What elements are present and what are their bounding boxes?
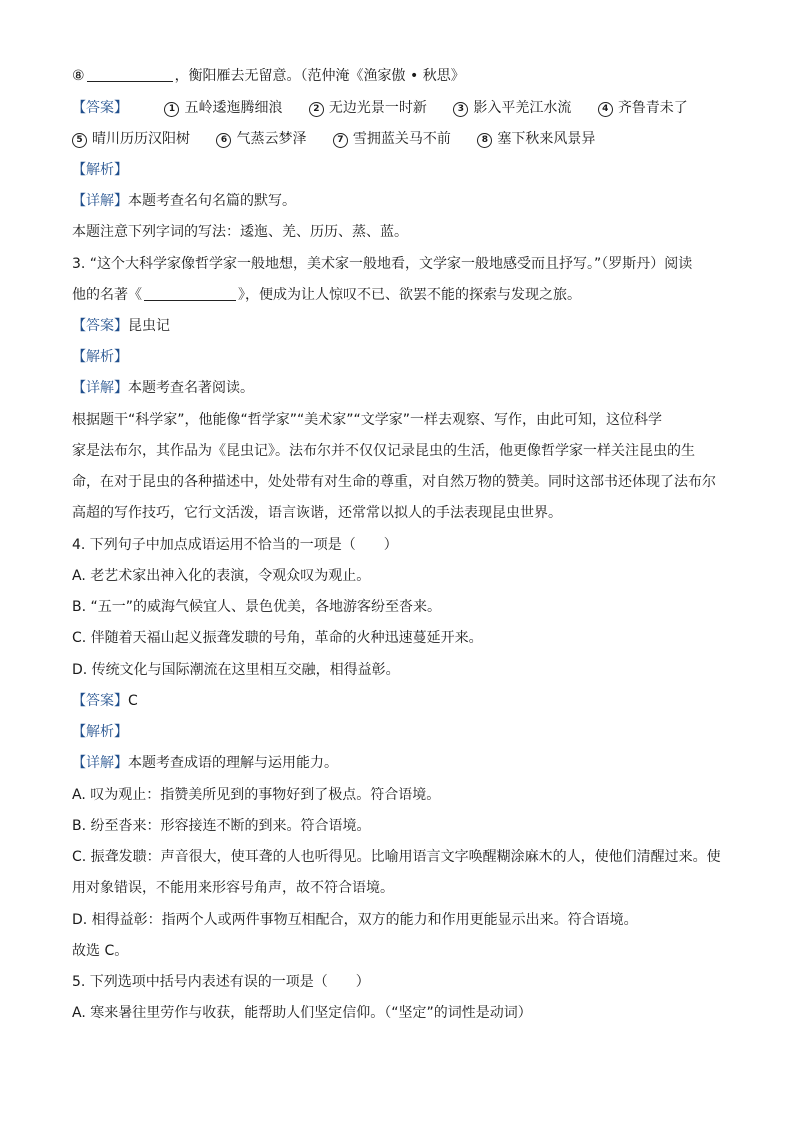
- q4-answer: 【答案】C: [72, 693, 138, 709]
- q4-option-b: B. “五一”的威海气候宜人、景色优美，各地游客纷至沓来。: [72, 599, 442, 615]
- q4-option-d: D. 传统文化与国际潮流在这里相互交融，相得益彰。: [72, 662, 400, 678]
- answer-item: 5 晴川历历汉阳树: [72, 129, 190, 149]
- circled-number: 5: [72, 133, 87, 148]
- q4-stem: 4. 下列句子中加点成语运用不恰当的一项是（ ）: [72, 537, 398, 553]
- q3-detail: 【详解】本题考查名著阅读。: [72, 380, 254, 396]
- answer-tag: 【答案】: [72, 100, 128, 116]
- q3-body-line: 命，在对于昆虫的各种描述中，处处带有对生命的尊重，对自然万物的赞美。同时这部书还体现了法布尔: [72, 474, 716, 490]
- circled-number: 2: [309, 102, 324, 117]
- q5-option-a: A. 寒来暑往里劳作与收获，能帮助人们坚定信仰。（“坚定”的词性是动词）: [72, 1005, 532, 1021]
- q2-detail: 【详解】本题考查名句名篇的默写。: [72, 193, 296, 209]
- q3-stem-line2: 他的名著《 》，便成为让人惊叹不已、欲罢不能的探索与发现之旅。: [72, 287, 581, 303]
- answer-blank: [144, 286, 236, 301]
- analysis-tag: 【解析】: [72, 349, 128, 365]
- fill-blank-line-8: ⑧ ，衡阳雁去无留意。（范仲淹《渔家傲 • 秋思》: [72, 68, 465, 84]
- q4-option-c: C. 伴随着天福山起义振聋发聩的号角，革命的火种迅速蔓延开来。: [72, 630, 483, 646]
- q3-body-line: 家是法布尔，其作品为《昆虫记》。法布尔并不仅仅记录昆虫的生活，他更像哲学家一样关注昆虫的生: [72, 443, 695, 459]
- q3-body-line: 高超的写作技巧，它行文活泼，语言诙谐，还常常以拟人的手法表现昆虫世界。: [72, 505, 562, 521]
- circled-number: 6: [216, 133, 231, 148]
- answer-item: 4 齐鲁青未了: [598, 98, 688, 118]
- circled-number: 7: [333, 133, 348, 148]
- q4-expl-line: C. 振聋发聩：声音很大，使耳聋的人也听得见。比喻用语言文字唤醒糊涂麻木的人，使他们清醒过来。使: [72, 849, 721, 865]
- circled-number: 3: [453, 102, 468, 117]
- q4-expl-line: B. 纷至沓来：形容接连不断的到来。符合语境。: [72, 818, 371, 834]
- q2-note: 本题注意下列字词的写法：逶迤、羌、历历、蒸、蓝。: [72, 224, 408, 240]
- q4-detail: 【详解】本题考查成语的理解与运用能力。: [72, 755, 338, 771]
- q5-stem: 5. 下列选项中括号内表述有误的一项是（ ）: [72, 974, 370, 990]
- analysis-tag: 【解析】: [72, 724, 128, 740]
- circled-number: 8: [477, 133, 492, 148]
- analysis-tag: 【解析】: [72, 162, 128, 178]
- q4-expl-line: A. 叹为观止：指赞美所见到的事物好到了极点。符合语境。: [72, 787, 441, 803]
- q3-answer: 【答案】昆虫记: [72, 318, 170, 334]
- answer-row-1: [72, 98, 754, 118]
- answer-item: 3 影入平羌江水流: [453, 98, 571, 118]
- answer-blank: [87, 67, 173, 82]
- q4-expl-line: 用对象错误，不能用来形容号角声，故不符合语境。: [72, 880, 394, 896]
- answer-item: 2 无边光景一时新: [309, 98, 427, 118]
- circled-number: 1: [164, 102, 179, 117]
- answer-item: 1 五岭逶迤腾细浪: [164, 98, 282, 118]
- q3-stem-line1: 3. “这个大科学家像哲学家一般地想，美术家一般地看，文学家一般地感受而且抒写。”（罗斯丹）阅读: [72, 256, 693, 272]
- answer-item: 7 雪拥蓝关马不前: [333, 129, 451, 149]
- answer-row-2: [72, 129, 754, 149]
- circled-number: 4: [598, 102, 613, 117]
- q4-expl-line: D. 相得益彰：指两个人或两件事物互相配合，双方的能力和作用更能显示出来。符合语境。: [72, 912, 638, 928]
- q3-body-line: 根据题干“科学家”，他能像“哲学家”“美术家”“文学家”一样去观察、写作，由此可知，这位科学: [72, 412, 663, 428]
- answer-item: 6 气蒸云梦泽: [216, 129, 306, 149]
- q4-option-a: A. 老艺术家出神入化的表演，令观众叹为观止。: [72, 568, 371, 584]
- q4-conclusion: 故选 C。: [72, 943, 129, 959]
- answer-item: 8 塞下秋来风景异: [477, 129, 595, 149]
